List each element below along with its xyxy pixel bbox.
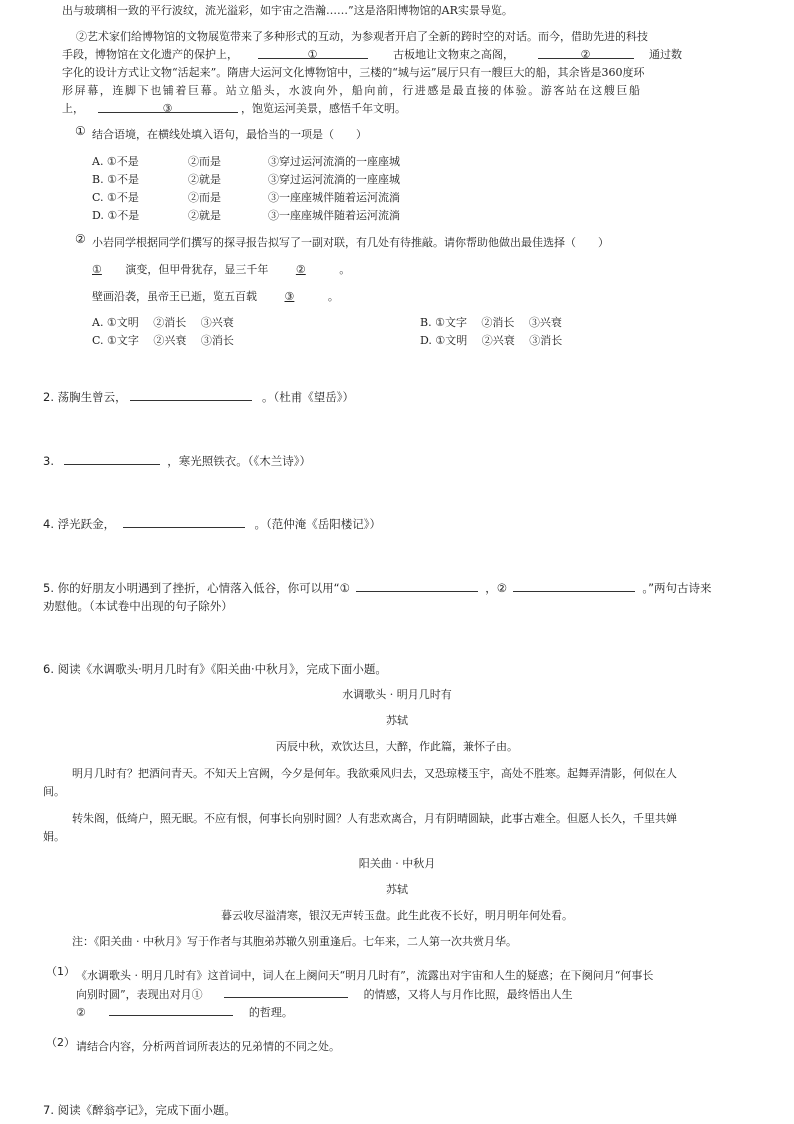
- passage-line: ②艺术家们给博物馆的文物展览带来了多种形式的互动，为参观者开启了全新的跨时空的对话。而今，借助先进的科技: [76, 30, 648, 43]
- poem-line: 间。: [43, 785, 65, 798]
- passage-line: 形屏幕，连脚下也铺着巨幕。站立船头，水波向外，船向前，行进感是最直接的体验。游客站在这艘巨船: [62, 84, 642, 97]
- subquestion-text: ② 的哲理。: [76, 1003, 293, 1022]
- subquestion-prompt: 小岩同学根据同学们撰写的探寻报告拟写了一副对联，有几处有待推敲。请你帮助他做出最佳选择（ ）: [92, 236, 609, 249]
- question-4: 4. 浮光跃金， 。（范仲淹《岳阳楼记》）: [43, 517, 381, 531]
- answer-blank[interactable]: [64, 452, 160, 465]
- poem-note: 注：《阳关曲 · 中秋月》写于作者与其胞弟苏辙久别重逢后。七年来，二人第一次共赏月华。: [72, 935, 517, 948]
- option-c-part3: ③一座座城伴随着运河流淌: [268, 191, 400, 204]
- option-d[interactable]: D. ①文明 ②兴衰 ③消长: [420, 334, 563, 347]
- question-5-cont: 劝慰他。（本试卷中出现的句子除外）: [43, 599, 233, 613]
- poem-author: 苏轼: [386, 883, 408, 896]
- blank-3[interactable]: ③: [98, 100, 238, 113]
- option-a-part3: ③穿过运河流淌的一座座城: [268, 155, 400, 168]
- option-b[interactable]: B. ①不是: [92, 173, 139, 186]
- option-c-part2: ②而是: [188, 191, 221, 204]
- subquestion-text: 向别时圆”，表现出对月① 的情感，又将人与月作比照，最终悟出人生: [76, 985, 573, 1004]
- option-b-part2: ②就是: [188, 173, 221, 186]
- question-3: 3. ，寒光照铁衣。（《木兰诗》）: [43, 454, 312, 468]
- subquestion-marker: ①: [75, 124, 86, 138]
- option-b[interactable]: B. ①文字 ②消长 ③兴衰: [420, 316, 562, 329]
- option-a[interactable]: A. ①文明 ②消长 ③兴衰: [92, 316, 234, 329]
- option-d-part3: ③一座座城伴随着运河流淌: [268, 209, 400, 222]
- passage-line: 字化的设计方式让文物“活起来”。隋唐大运河文化博物馆中，三楼的“城与运”展厅只有一艘巨大的船，其余皆是360度环: [62, 66, 645, 79]
- subquestion-text: 请结合内容，分析两首词所表达的兄弟情的不同之处。: [76, 1040, 340, 1053]
- subquestion-marker: ②: [75, 232, 86, 246]
- answer-blank[interactable]: [109, 1003, 233, 1016]
- question-6-head: 6. 阅读《水调歌头·明月几时有》《阳关曲·中秋月》，完成下面小题。: [43, 662, 387, 676]
- subquestion-number: （2）: [46, 1036, 75, 1049]
- answer-blank-1[interactable]: [356, 579, 478, 592]
- option-b-part3: ③穿过运河流淌的一座座城: [268, 173, 400, 186]
- question-5: 5. 你的好朋友小明遇到了挫折，心情落入低谷，你可以用“① ，② 。”两句古诗来: [43, 581, 712, 595]
- blank-2[interactable]: ②: [538, 46, 634, 59]
- passage-line: 上， ③ ，饱览运河美景，感悟千年文明。: [62, 102, 406, 115]
- poem-preface: 丙辰中秋，欢饮达旦，大醉，作此篇，兼怀子由。: [276, 740, 518, 753]
- subquestion-text: 《水调歌头 · 明月几时有》这首词中，词人在上阕问天“明月几时有”，流露出对宇宙和人生的疑惑；在下阕问月“何事长: [76, 969, 654, 982]
- option-d[interactable]: D. ①不是: [92, 209, 140, 222]
- subquestion-number: （1）: [46, 965, 75, 978]
- poem-line: 转朱阁，低绮户，照无眠。不应有恨，何事长向别时圆？人有悲欢离合，月有阴晴圆缺，此事古难全。但愿人长久，千里共婵: [72, 812, 677, 825]
- option-a-part2: ②而是: [188, 155, 221, 168]
- poem-body: 暮云收尽溢清寒，银汉无声转玉盘。此生此夜不长好，明月明年何处看。: [221, 909, 573, 922]
- passage-line: 出与玻璃相一致的平行波纹，流光溢彩，如宇宙之浩瀚……”这是洛阳博物馆的AR实景导览。: [62, 4, 513, 17]
- option-c[interactable]: C. ①文字 ②兴衰 ③消长: [92, 334, 234, 347]
- poem-line: 明月几时有？把酒问青天。不知天上宫阙，今夕是何年。我欲乘风归去，又恐琼楼玉宇，高处不胜寒。起舞弄清影，何似在人: [72, 767, 677, 780]
- answer-blank-2[interactable]: [513, 579, 635, 592]
- poem-title: 水调歌头 · 明月几时有: [342, 688, 452, 701]
- option-a[interactable]: A. ①不是: [92, 155, 139, 168]
- couplet-line-2: 壁画沿袭，虽帝王已逝，览五百载 ③ 。: [92, 290, 339, 303]
- poem-author: 苏轼: [386, 714, 408, 727]
- couplet-line-1: ① 演变，但甲骨犹存，显三千年 ② 。: [92, 263, 351, 276]
- question-2: 2. 荡胸生曾云， 。（杜甫《望岳》）: [43, 390, 354, 404]
- option-d-part2: ②就是: [188, 209, 221, 222]
- poem-title: 阳关曲 · 中秋月: [358, 857, 436, 870]
- subquestion-prompt: 结合语境，在横线处填入语句，最恰当的一项是（ ）: [92, 128, 367, 141]
- answer-blank[interactable]: [130, 388, 252, 401]
- option-c[interactable]: C. ①不是: [92, 191, 139, 204]
- answer-blank[interactable]: [224, 985, 348, 998]
- passage-line: 手段，博物馆在文化遗产的保护上， ① 古板地让文物束之高阁， ② 通过数: [62, 48, 682, 61]
- answer-blank[interactable]: [123, 515, 245, 528]
- question-7-head: 7. 阅读《醉翁亭记》，完成下面小题。: [43, 1103, 236, 1117]
- poem-line: 娟。: [43, 830, 65, 843]
- blank-1[interactable]: ①: [258, 46, 368, 59]
